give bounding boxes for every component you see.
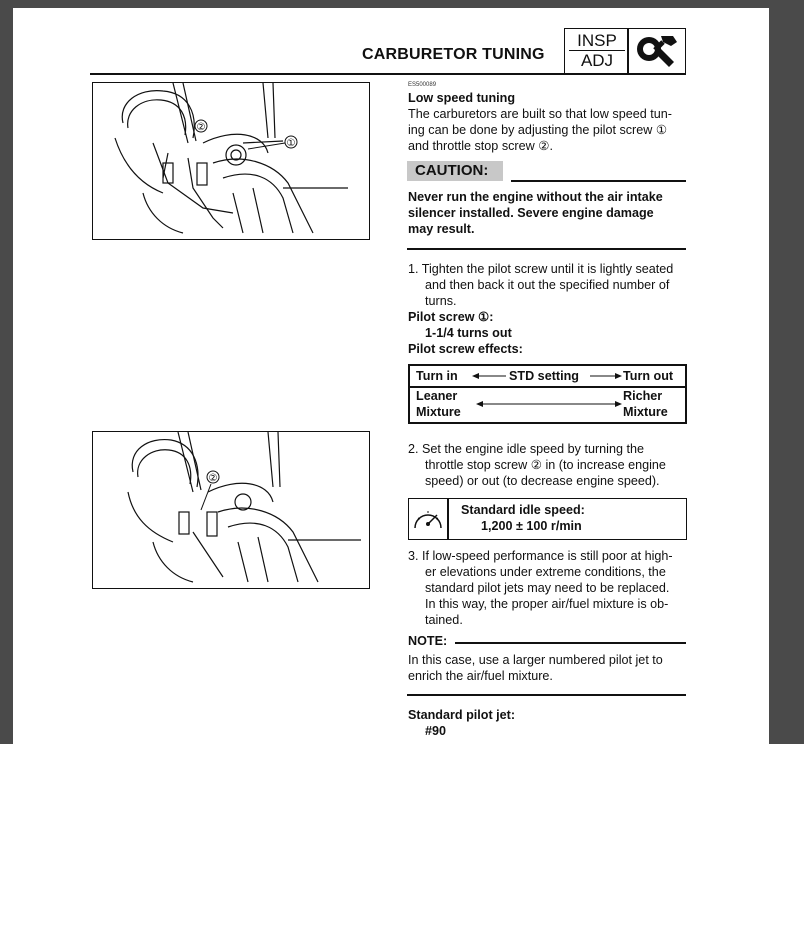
caution-rule: [511, 180, 686, 182]
viewer-right-border: [769, 0, 804, 744]
leaner-mixture-label: Leaner Mixture: [416, 389, 461, 419]
carburetor-figure-2: [92, 431, 370, 589]
badge-top-text: INSP: [569, 31, 625, 51]
intro-paragraph: The carburetors are built so that low speed tun- ing can be done by adjusting the pilot screw ① and throttle stop screw ②.: [408, 107, 672, 153]
fig1-callout-1: ①: [286, 138, 296, 149]
note-text: In this case, use a larger numbered pilot jet to enrich the air/fuel mixture.: [408, 653, 663, 683]
arrow-left-icon: [472, 370, 508, 382]
tachometer-icon: [412, 504, 444, 534]
fig1-callout-2: ②: [196, 122, 206, 133]
carburetor-illustration-1: [93, 83, 368, 238]
carburetor-illustration-2: [93, 432, 368, 587]
idle-speed-value: 1,200 ± 100 r/min: [481, 519, 582, 533]
section-heading: Low speed tuning: [408, 91, 516, 105]
turn-out-label: Turn out: [623, 369, 674, 383]
step-2: 2. Set the engine idle speed by turning the throttle stop screw ② in (to increase engine speed) or out (to decrease engine speed).: [408, 442, 666, 488]
step-3: 3. If low-speed performance is still poor at high- er elevations under extreme conditions, the standard pilot jets may need to be replaced. In this way, the proper air/fuel mixture is ob- tained.: [408, 549, 673, 627]
caution-text: Never run the engine without the air intake silencer installed. Severe engine damage may result.: [408, 190, 663, 236]
double-arrow-icon: [476, 398, 622, 410]
fig2-callout-2: ②: [208, 473, 218, 484]
page-title: CARBURETOR TUNING: [362, 46, 545, 63]
pilot-screw-label: Pilot screw ①:: [408, 310, 494, 324]
caution-end-rule: [407, 248, 686, 250]
section-code: ES500089: [408, 82, 437, 88]
arrow-right-icon: [590, 370, 622, 382]
section-badge: [564, 28, 686, 74]
turn-in-label: Turn in: [416, 369, 458, 383]
note-label: NOTE:: [408, 634, 448, 648]
viewer-top-border: [0, 0, 804, 8]
pilot-jet-label: Standard pilot jet:: [408, 708, 516, 722]
carburetor-figure-1: [92, 82, 370, 240]
idle-speed-label: Standard idle speed:: [461, 503, 585, 517]
badge-bottom-text: ADJ: [580, 51, 614, 70]
pilot-screw-effects-label: Pilot screw effects:: [408, 342, 523, 356]
pilot-screw-value: 1-1/4 turns out: [425, 326, 512, 340]
caution-label: CAUTION:: [407, 161, 503, 181]
richer-mixture-label: Richer Mixture: [623, 389, 668, 419]
note-rule: [455, 642, 686, 644]
note-end-rule: [407, 694, 686, 696]
viewer-left-border: [0, 0, 13, 744]
std-setting-label: STD setting: [509, 369, 579, 383]
wrench-magnifier-icon: [633, 32, 679, 70]
pilot-jet-value: #90: [425, 724, 447, 738]
manual-page: [13, 8, 769, 744]
pilot-screw-effects-table: [408, 364, 687, 424]
idle-speed-spec-box: [408, 498, 687, 540]
step-1: 1. Tighten the pilot screw until it is lightly seated and then back it out the specified number of turns.: [408, 262, 674, 308]
